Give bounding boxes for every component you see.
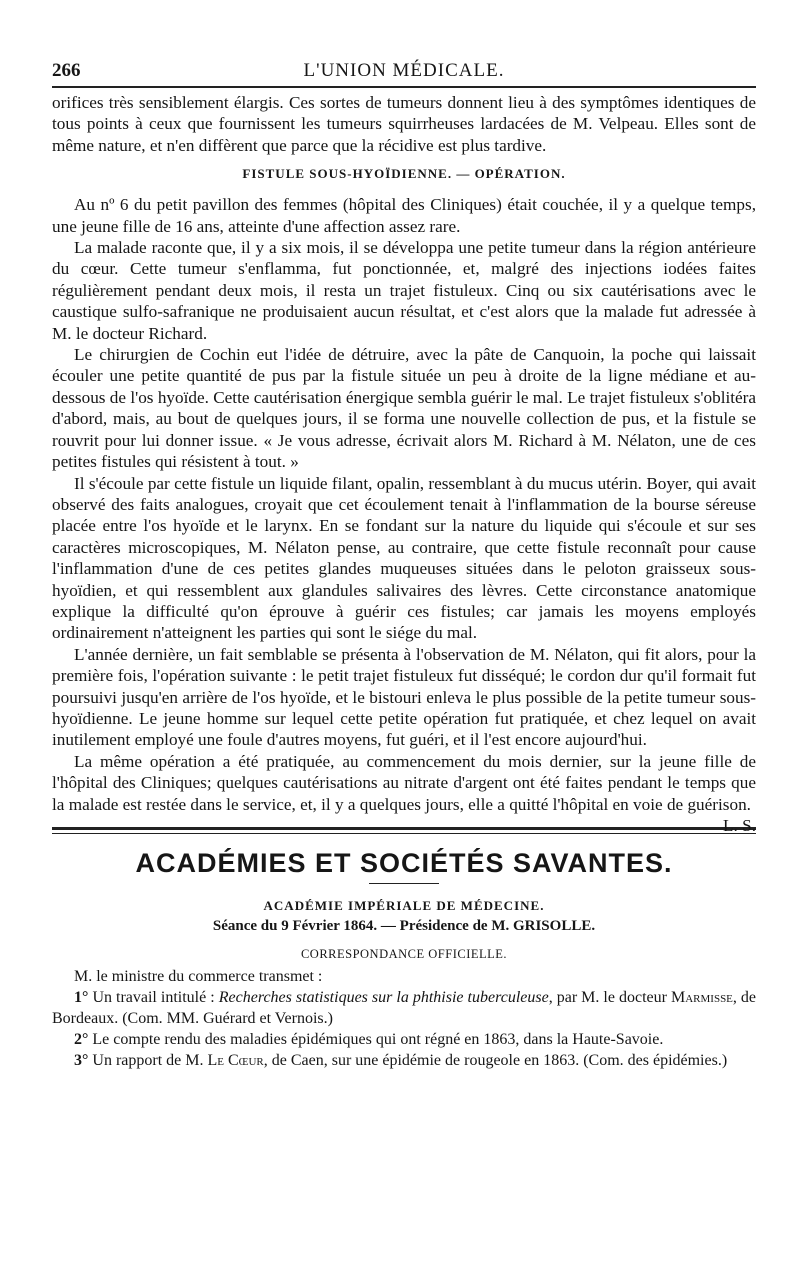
- correspondence-item-3: [52, 1050, 756, 1071]
- item-text: Un travail intitulé :: [92, 989, 215, 1006]
- case-paragraph-6: [52, 751, 756, 835]
- correspondence-item-1: [52, 987, 756, 1029]
- section-divider: [52, 827, 756, 834]
- item-text: , de Caen, sur une épidémie de rougeole en 1863. (Com. des épidémies.): [263, 1052, 728, 1069]
- case-paragraph-6-text: La même opération a été pratiquée, au commencement du mois dernier, sur la jeune fille de l'hôpital des Cliniques; quelques cautérisations au nitrate d'argent ont été faites pendant le temps que la malade est restée dans le service, et, il y a quelques jours, elle a quitté l'hôpital en voie de guérison.: [52, 751, 756, 814]
- item-text: , par M. le docteur: [548, 989, 667, 1006]
- article-body: [52, 92, 756, 835]
- case-paragraph-2: La malade raconte que, il y a six mois, il se développa une petite tumeur dans la région antérieure du cœur. Cette tumeur s'enflamma, fut ponctionnée, et, malgré des injections iodées faites régulièrement pendant deux mois, il resta un trajet fistuleux. Cinq ou six cautérisations avec le caustique sulfo-safranique ne produisaient aucun résultat, et c'est alors que la malade fut adressée à M. le docteur Richard.: [52, 238, 756, 343]
- item-text: Le compte rendu des maladies épidémiques qui ont régné en 1863, dans la Haute-Savoie.: [92, 1031, 664, 1048]
- correspondence-item-2: [52, 1029, 756, 1050]
- item-author: Marmisse: [671, 989, 733, 1006]
- item-author: Le Cœur: [207, 1052, 264, 1069]
- short-divider: [369, 883, 439, 884]
- case-heading: FISTULE SOUS-HYOÏDIENNE. — OPÉRATION.: [242, 166, 566, 182]
- item-text: Un rapport de M.: [92, 1052, 204, 1069]
- case-paragraph-5: L'année dernière, un fait semblable se présenta à l'observation de M. Nélaton, qui fit alors, pour la première fois, l'opération suivante : le petit trajet fistuleux fut disséqué; le cordon dur qu'il formait fut poursuivi jusqu'en arrière de l'os hyoïde, et le bistouri enleva le plus possible de la petite tumeur sous-hyoïdienne. Le jeune homme sur lequel cette petite opération fut pratiquée, et chez lequel on avait inutilement employé une foule d'autres moyens, fut guéri, et il l'est encore aujourd'hui.: [52, 644, 756, 750]
- session-line: [52, 918, 756, 935]
- item-number: 1°: [74, 989, 89, 1006]
- case-paragraph-4: Il s'écoule par cette fistule un liquide filant, opalin, ressemblant à du mucus utérin. Boyer, qui avait observé des faits analogues, croyait que cet écoulement tenait à l'inflammation de la bourse séreuse placée entre l'os hyoïde et le larynx. En se fondant sur la nature du liquide qui s'écoule et sur ses caractères microscopiques, M. Nélaton pense, au contraire, que cette fistule reconnaît pour cause l'inflammation d'une de ces petites glandes muqueuses situées dans le peloton graisseux sous-hyoïdien, et qui ressemblent aux glandules salivaires des lèvres. Cette circonstance anatomique explique la difficulté qu'on éprouve à guérir ces fistules; car jamais les moyens employés ordinairement n'atteignent les parties qui sont le siége du mal.: [52, 473, 756, 643]
- item-number: 3°: [74, 1052, 89, 1069]
- minister-line: M. le ministre du commerce transmet :: [74, 968, 323, 985]
- running-head: [52, 52, 756, 88]
- session-text: Séance du 9 Février 1864. — Présidence de M. GRISOLLE.: [212, 918, 596, 934]
- case-paragraph-3: Le chirurgien de Cochin eut l'idée de détruire, avec la pâte de Canquoin, la poche qui laissait écouler une petite quantité de pus par la fistule située un peu à droite de la ligne médiane et au-dessous de l'os hyoïde. Cette cautérisation énergique sembla guérir le mal. Le trajet fistuleux s'oblitéra d'abord, mais, au bout de quelques jours, il se forma une nouvelle collection de pus, et la fistule se rouvrit pour lui donner issue. « Je vous adresse, écrivait alors M. Richard à M. Nélaton, une de ces petites fistules qui résistent à tout. »: [52, 345, 756, 472]
- correspondence-heading: CORRESPONDANCE OFFICIELLE.: [300, 947, 508, 961]
- item-title: Recherches statistiques sur la phthisie tuberculeuse: [218, 989, 549, 1006]
- journal-title: L'UNION MÉDICALE.: [303, 60, 505, 81]
- case-paragraph-1: Au nº 6 du petit pavillon des femmes (hôpital des Cliniques) était couchée, il y a quelque temps, une jeune fille de 16 ans, atteinte d'une affection assez rare.: [52, 195, 756, 236]
- continuation-paragraph: orifices très sensiblement élargis. Ces sortes de tumeurs donnent lieu à des symptômes identiques de tous points à ceux que fournissent les tumeurs squirrheuses lardacées de M. Velpeau. Elles sont de même nature, et n'en diffèrent que parce que la récidive est plus tardive.: [52, 93, 756, 155]
- item-text: , de Bordeaux. (Com. MM. Guérard et Vernois.): [52, 989, 757, 1027]
- item-number: 2°: [74, 1031, 89, 1048]
- page-number: 266: [52, 60, 81, 81]
- author-signature: L. S.: [723, 816, 756, 835]
- section-title: ACADÉMIES ET SOCIÉTÉS SAVANTES.: [135, 848, 673, 878]
- academy-heading: ACADÉMIE IMPÉRIALE DE MÉDECINE.: [263, 898, 545, 913]
